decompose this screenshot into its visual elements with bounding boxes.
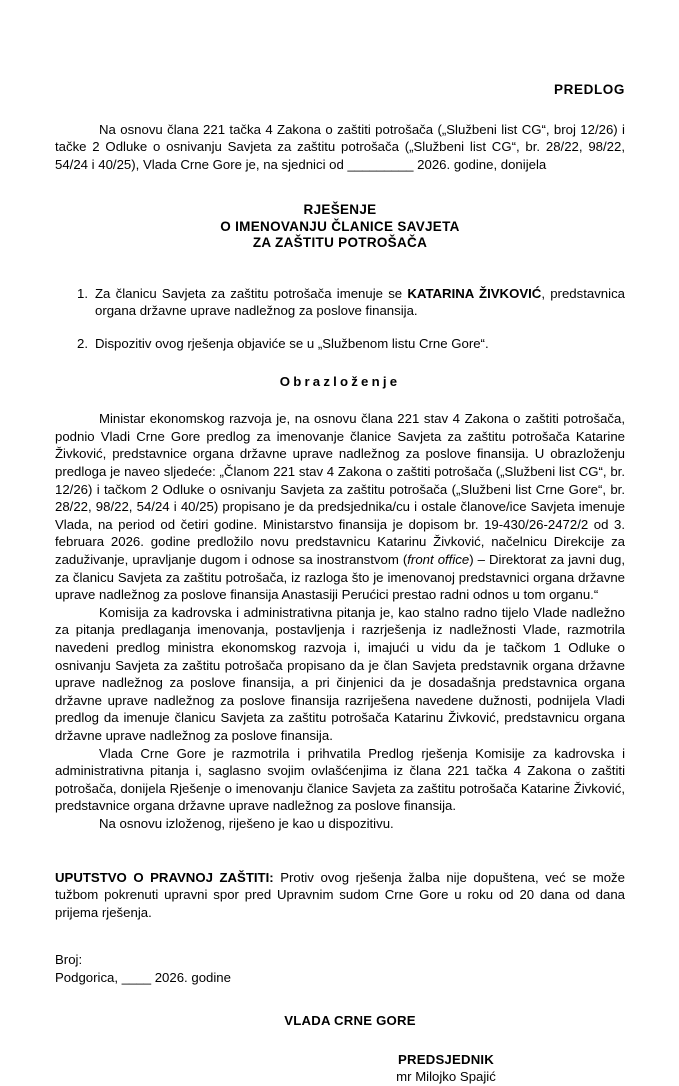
preamble-block <box>55 121 625 174</box>
reference-number: Broj: <box>55 952 83 968</box>
list-item-number: 2. <box>77 335 88 351</box>
government-line: VLADA CRNE GORE <box>284 1012 416 1028</box>
reference-block <box>55 951 625 986</box>
signatory-name: mr Milojko Spajić <box>396 1069 496 1085</box>
explanation-paragraph-1-part2: ) – Direktorat za javni dug, za članicu Savjeta za zaštitu potrošača, iz razloga što je imenovanoj predstavnici organa državne uprave nadležnog za poslove finansija Anastasiji Perućici prestao radni odnos u tom organu.“ <box>55 552 625 603</box>
legal-instruction <box>55 869 625 922</box>
list-item <box>55 335 625 353</box>
list-item-text-before: Dispozitiv ovog rješenja objaviće se u „Službenom listu Crne Gore“. <box>95 335 489 351</box>
explanation-paragraph-1 <box>55 410 625 604</box>
list-item-text-before: Za članicu Savjeta za zaštitu potrošača imenuje se <box>95 285 408 301</box>
reference-place-date: Podgorica, ____ 2026. godine <box>55 969 231 985</box>
legal-instruction-heading: UPUTSTVO O PRAVNOJ ZAŠTITI: <box>55 869 274 885</box>
signatory-role: PREDSJEDNIK <box>398 1051 494 1067</box>
document-title <box>55 202 625 251</box>
legal-instruction-text: Protiv ovog rješenja žalba nije dopuštena, već se može tužbom pokrenuti upravni spor pred Upravnim sudom Crne Gore u roku od 20 dana od dana prijema rješenja. <box>55 869 625 920</box>
explanation-paragraph-1-part1: Ministar ekonomskog razvoja je, na osnovu člana 221 stav 4 Zakona o zaštiti potrošača, podnio Vladi Crne Gore predlog za imenovanje članice Savjeta za zaštitu potrošača Katarine Živković, predstavnice organa državne uprave nadležnog za poslove finansija. U obrazloženju predloga je naveo sljedeće: „Članom 221 stav 4 Zakona o zaštiti potrošača („Službeni list CG“, br. 12/26) i tačkom 2 Odluke o osnivanju Savjeta za zaštitu potrošača („Službeni list Crne Gore“, br. 28/22, 98/22, 54/24 i 40/25) propisano je da predsjednika/cu i ostale članove/ice Savjeta imenuje Vlada, na period od četiri godine. Ministarstvo finansija je dopisom br. 19-430/26-2472/2 od 3. februara 2026. godine predložilo novu predstavnicu Katarinu Živković, načelnicu Direkcije za zaduživanje, upravljanje dugom i odnose sa inostranstvom ( <box>55 411 625 568</box>
explanation-paragraph-2: Komisija za kadrovska i administrativna pitanja je, kao stalno radno tijelo Vlade nadležno za pitanja predlaganja imenovanja, postavljenja i razrješenja iz nadležnosti Vlade, razmotrila navedeni predlog ministra ekonomskog razvoja i, imajući u vidu da je tačkom 1 Odluke o osnivanju Savjeta za zaštitu potrošača propisano da je član Savjeta predstavnik organa državne uprave nadležnog za poslove finansija, a pri činjenici da je dosadašnja predstavnica organa državne uprave nadležnog za poslove finansija razriješena navedene dužnosti, podnijela Vladi predlog da imenuje članicu Savjeta za zaštitu potrošača Katarinu Živković, predstavnicu organa državne uprave nadležnog za poslove finansija. <box>55 604 625 743</box>
explanation-body <box>55 410 625 832</box>
list-item-text-after: , predstavnica organa državne uprave nadležnog za poslove finansija. <box>95 285 625 319</box>
front-office-italic: front office <box>407 552 470 568</box>
title-line-2: O IMENOVANJU ČLANICE SAVJETA <box>220 218 460 234</box>
document-label: PREDLOG <box>554 82 625 97</box>
explanation-paragraph-4: Na osnovu izloženog, riješeno je kao u dispozitivu. <box>99 815 394 831</box>
explanation-heading: Obrazloženje <box>279 374 401 390</box>
title-line-1: RJEŠENJE <box>303 202 377 218</box>
list-item <box>55 285 625 320</box>
explanation-paragraph-3: Vlada Crne Gore je razmotrila i prihvatila Predlog rješenja Komisije za kadrovska i administrativna pitanja i, saglasno svojim ovlašćenjima iz člana 221 tačka 4 Zakona o zaštiti potrošača, donijela Rješenje o imenovanju članice Savjeta za zaštitu potrošača Katarine Živković, predstavnice organa državne uprave nadležnog za poslove finansija. <box>55 745 625 814</box>
list-item-number: 1. <box>77 285 88 301</box>
signature-block <box>55 1051 625 1086</box>
title-line-3: ZA ZAŠTITU POTROŠAČA <box>252 235 428 251</box>
document-content <box>55 0 625 1086</box>
appointee-name: KATARINA ŽIVKOVIĆ <box>407 285 542 301</box>
dispositive-list <box>55 285 625 353</box>
preamble-paragraph: Na osnovu člana 221 tačka 4 Zakona o zaštiti potrošača („Službeni list CG“, broj 12/26) i tačke 2 Odluke o osnivanju Savjeta za zaštitu potrošača („Službeni list CG“, br. 28/22, 98/22, 54/24 i 40/25), Vlada Crne Gore je, na sjednici od _________ 2026. godine, donijela <box>55 121 625 172</box>
